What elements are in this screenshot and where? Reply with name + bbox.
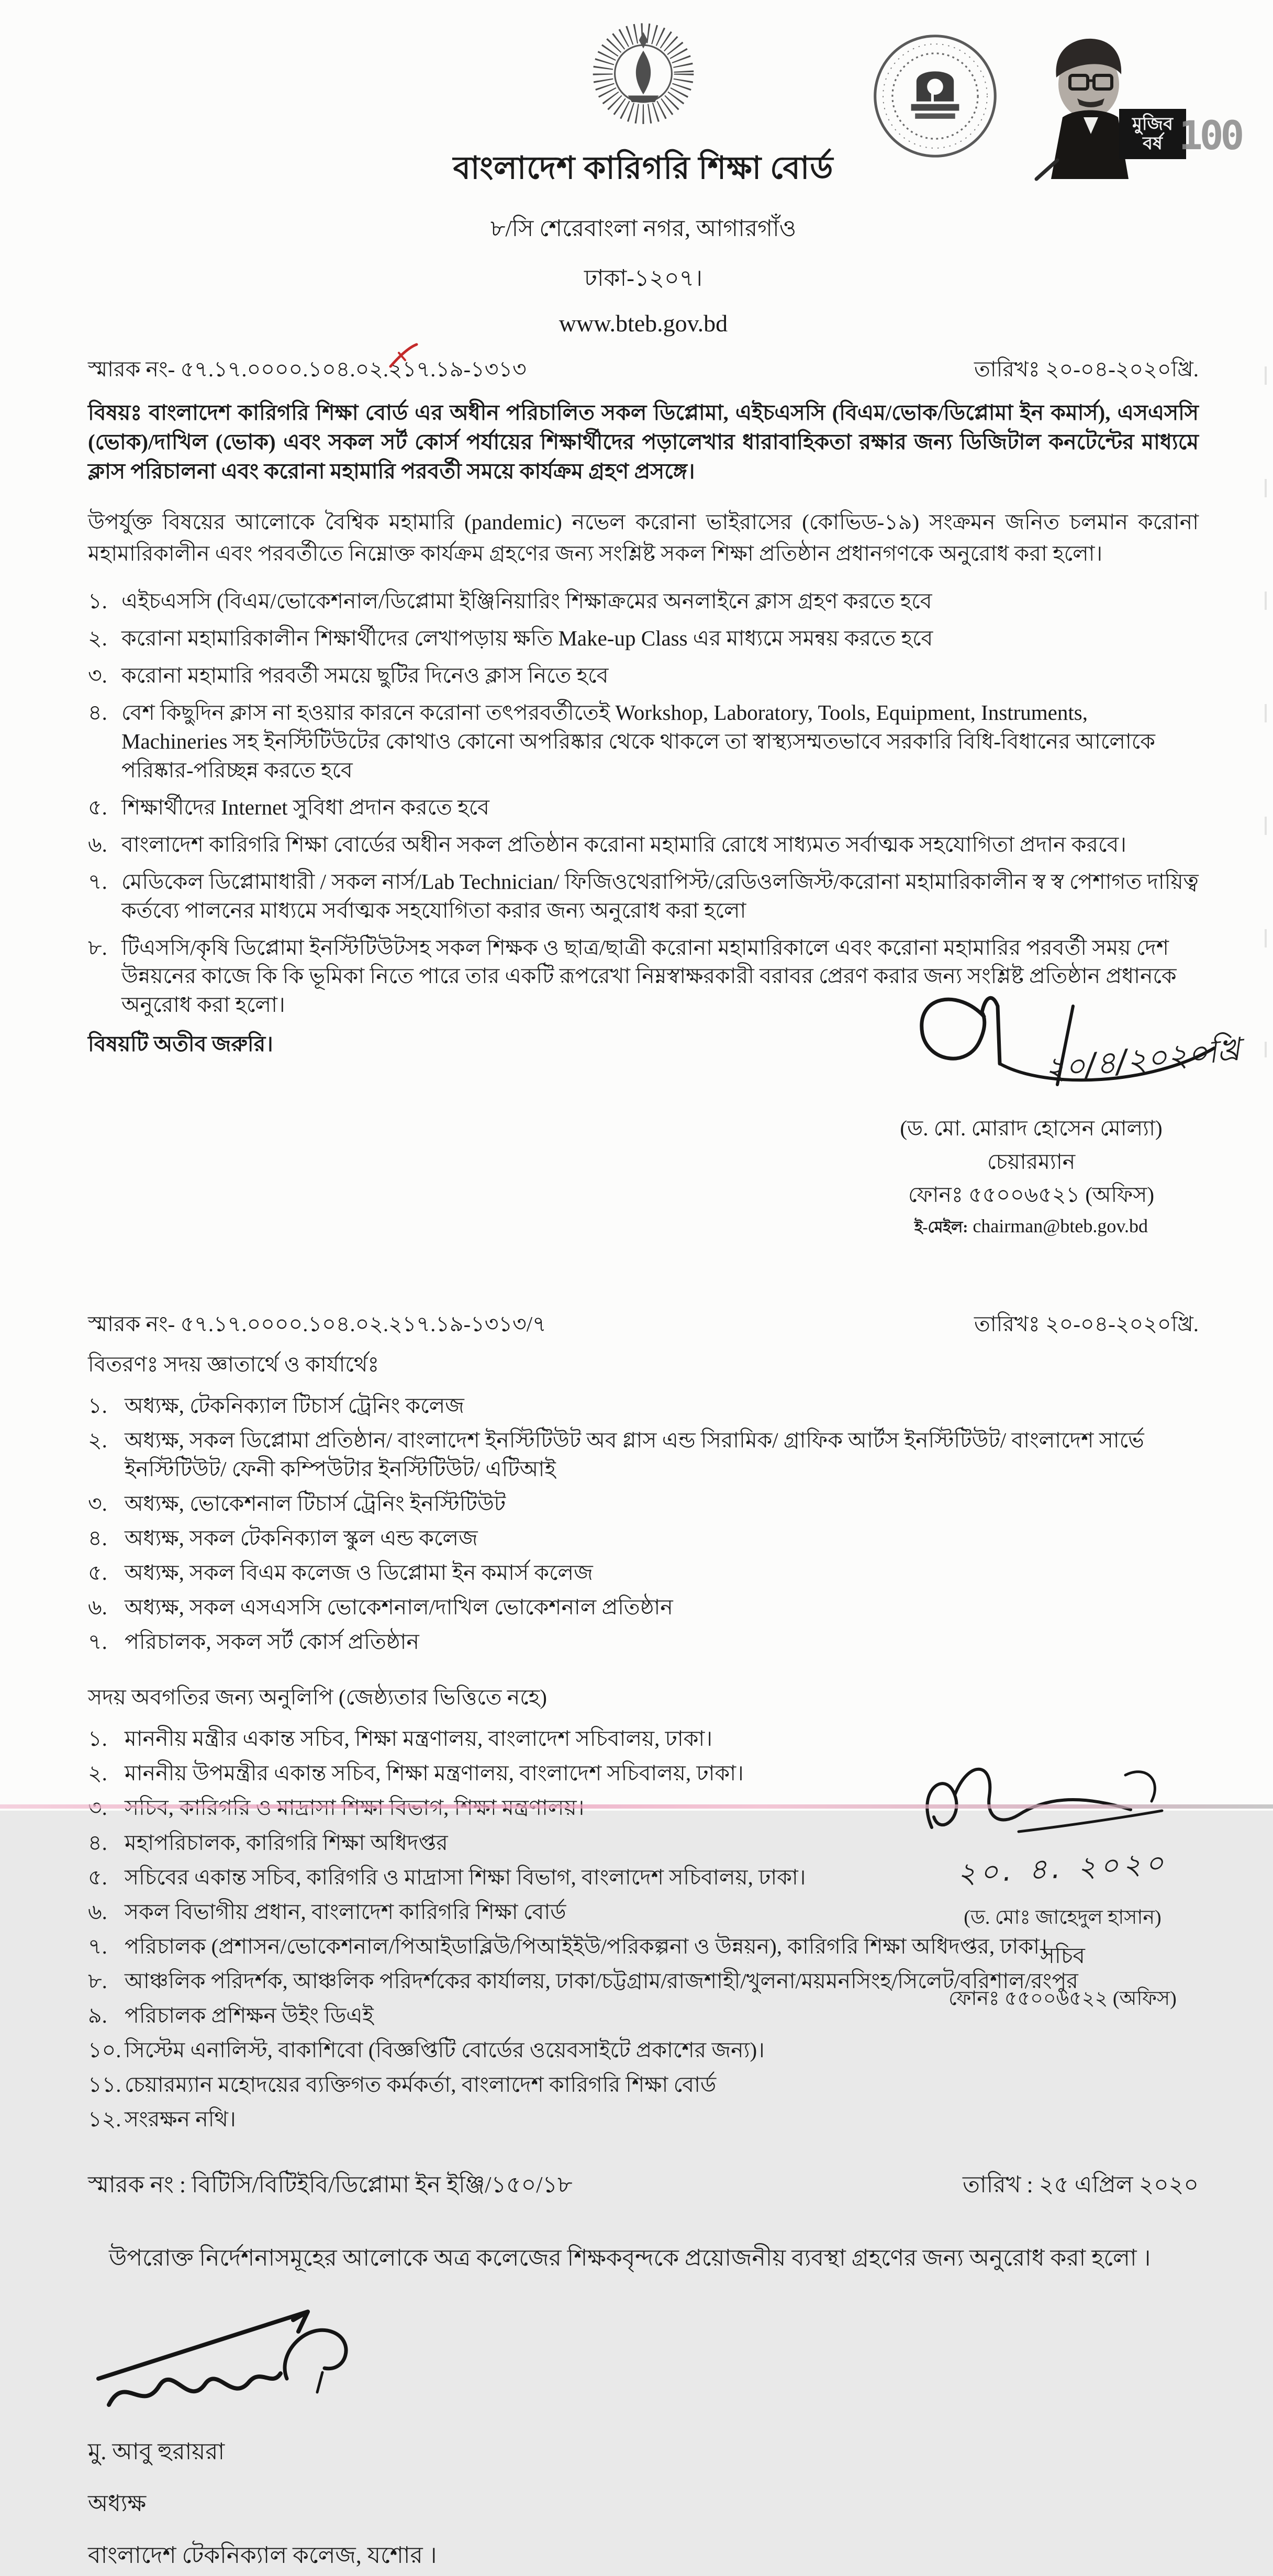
item-number: ৮. — [88, 935, 107, 960]
letterhead — [88, 19, 1242, 337]
item-text: অধ্যক্ষ, সকল ডিপ্লোমা প্রতিষ্ঠান/ বাংলাদেশ ইনস্টিটিউট অব গ্লাস এন্ড সিরামিক/ গ্রাফিক আর্টস ইনস্টিটিউট/ বাংলাদেশ সার্ভে ইনস্টিটিউট/ ফেনী কম্পিউটার ইনস্টিটিউট/ এটিআই — [125, 1428, 1144, 1481]
memo3-body: উপরোক্ত নির্দেশনাসমূহের আলোকে অত্র কলেজের শিক্ষকবৃন্দকে প্রয়োজনীয় ব্যবস্থা গ্রহণের জন্য অনুরোধ করা হলো । — [109, 2245, 1151, 2271]
item-text: টিএসসি/কৃষি ডিপ্লোমা ইনস্টিটিউটসহ সকল শিক্ষক ও ছাত্র/ছাত্রী করোনা মহামারিকালে এবং করোনা মহামারির পরবর্তী সময় দেশ উন্নয়নের কাজে কি কি ভূমিকা নিতে পারে তার একটি রূপরেখা নিম্নস্বাক্ষরকারী বরাবর প্রেরণ করার জন্য সংশ্লিষ্ট প্রতিষ্ঠান প্রধানকে অনুরোধ করা হলো। — [121, 935, 1177, 1017]
cc-item — [88, 2070, 1199, 2099]
mujib-logo-label — [1119, 109, 1186, 159]
item-text: সংরক্ষন নথি। — [125, 2107, 236, 2132]
urgent-note: বিষয়টি অতীব জরুরি। — [88, 1032, 273, 1056]
memo1-directive-item — [88, 867, 1199, 925]
item-number: ১০. — [88, 2038, 121, 2062]
item-text: পরিচালক প্রশিক্ষন উইং ডিএই — [125, 2003, 374, 2028]
item-text: মাননীয় উপমন্ত্রীর একান্ত সচিব, শিক্ষা মন্ত্রণালয়, বাংলাদেশ সচিবালয়, ঢাকা। — [125, 1761, 744, 1786]
item-text: অধ্যক্ষ, ভোকেশনাল টিচার্স ট্রেনিং ইনস্টিটিউট — [125, 1491, 506, 1515]
item-text: বাংলাদেশ কারিগরি শিক্ষা বোর্ডের অধীন সকল প্রতিষ্ঠান করোনা মহামারি রোধে সাধ্যমত সর্বাত্মক সহযোগিতা প্রদান করবে। — [121, 832, 1126, 856]
mujib-logo-text-1: মুজিব — [1132, 114, 1173, 134]
item-number: ১২. — [88, 2107, 121, 2132]
item-text: এইচএসসি (বিএম/ভোকেশনাল/ডিপ্লোমা ইঞ্জিনিয়ারিং শিক্ষাক্রমের অনলাইনে ক্লাস গ্রহণ করতে হবে — [121, 589, 932, 614]
distribution-item — [88, 1391, 1199, 1420]
memo1-directive-item — [88, 698, 1199, 785]
memo1-directive-item — [88, 793, 1199, 822]
memo1-subject: বিষয়ঃ বাংলাদেশ কারিগরি শিক্ষা বোর্ড এর অধীন পরিচালিত সকল ডিপ্লোমা, এইচএসসি (বিএম/ভোক/ডিপ্লোমা ইন কমার্স), এসএসসি (ভোক)/দাখিল (ভোক) এবং সকল সর্ট কোর্স পর্যায়ের শিক্ষার্থীদের পড়ালেখার ধারাবাহিকতা রক্ষার জন্য ডিজিটাল কনটেন্টের মাধ্যমে ক্লাস পরিচালনা এবং করোনা মহামারি পরবর্তী সময়ে কার্যক্রম গ্রহণ প্রসঙ্গে। — [88, 400, 1199, 483]
item-number: ৬. — [88, 1594, 107, 1619]
bteb-round-logo-icon — [868, 29, 1002, 163]
memo1-intro: উপর্যুক্ত বিষয়ের আলোকে বৈশ্বিক মহামারি (pandemic) নভেল করোনা ভাইরাসের (কোভিড-১৯) সংক্রমন জনিত চলমান করোনা মহামারিকালীন এবং পরবর্তীতে নিম্নোক্ত কার্যক্রম গ্রহণের জন্য সংশ্লিষ্ট সকল শিক্ষা প্রতিষ্ঠান প্রধানগণকে অনুরোধ করা হলো। — [88, 510, 1199, 565]
principal-signature-icon — [88, 2290, 1199, 2421]
item-number: ১. — [88, 1393, 107, 1418]
memo1-date: তারিখঃ ২০-০৪-২০২০খ্রি. — [974, 357, 1199, 381]
principal-signature-block — [88, 2290, 1199, 2576]
bteb-seal-icon — [588, 19, 698, 137]
secretary-signature-block — [900, 1744, 1225, 2016]
item-number: ১. — [88, 589, 107, 614]
distribution-item — [88, 1489, 1199, 1518]
item-number: ২. — [88, 626, 107, 651]
item-text: মেডিকেল ডিপ্লোমাধারী / সকল নার্স/Lab Technician/ ফিজিওথেরাপিস্ট/রেডিওলজিস্ট/করোনা মহামারিকালীন স্ব স্ব পেশাগত দায়িত্ব কর্তব্যে পালনের মাধ্যমে সর্বাত্মক সহযোগিতা করার জন্য অনুরোধ করা হলো — [121, 869, 1199, 922]
mujib100-logo-icon — [1026, 29, 1242, 186]
secretary-handwritten-date: ২০. ৪. ২০২০ — [956, 1846, 1169, 1890]
secretary-designation: সচিব — [1040, 1944, 1085, 1969]
cc-section — [88, 1681, 1199, 2133]
cc-heading: সদয় অবগতির জন্য অনুলিপি (জেষ্ঠ্যতার ভিত্তিতে নহে) — [88, 1685, 547, 1710]
item-text: করোনা মহামারি পরবর্তী সময়ে ছুটির দিনেও ক্লাস নিতে হবে — [121, 663, 609, 687]
item-number: ১. — [88, 1726, 107, 1751]
distribution-item — [88, 1558, 1199, 1587]
item-text: অধ্যক্ষ, টেকনিক্যাল টিচার্স ট্রেনিং কলেজ — [125, 1393, 464, 1418]
secretary-signature-icon — [900, 1744, 1225, 1854]
item-text: আঞ্চলিক পরিদর্শক, আঞ্চলিক পরিদর্শকের কার্যালয়, ঢাকা/চট্টগ্রাম/রাজশাহী/খুলনা/ময়মনসিংহ/সিলেট/বরিশাল/রংপুর — [125, 1968, 1078, 1993]
memo1-directive-item — [88, 587, 1199, 616]
item-number: ৫. — [88, 795, 107, 819]
item-number: ৫. — [88, 1560, 107, 1585]
memo3-ref-row — [88, 2167, 1199, 2205]
header-logos — [868, 29, 1242, 186]
memo2-date: তারিখঃ ২০-০৪-২০২০খ্রি. — [974, 1312, 1199, 1336]
item-text: অধ্যক্ষ, সকল বিএম কলেজ ও ডিপ্লোমা ইন কমার্স কলেজ — [125, 1560, 593, 1585]
item-text: সচিবের একান্ত সচিব, কারিগরি ও মাদ্রাসা শিক্ষা বিভাগ, বাংলাদেশ সচিবালয়, ঢাকা। — [125, 1865, 806, 1889]
item-number: ৫. — [88, 1865, 107, 1889]
memo3-ref-number: স্মারক নং : বিটিসি/বিটিইবি/ডিপ্লোমা ইন ইঞ্জি/১৫০/১৮ — [88, 2171, 573, 2198]
item-text: সিস্টেম এনালিস্ট, বাকাশিবো (বিজ্ঞপ্তিটি বোর্ডের ওয়েবসাইটে প্রকাশের জন্য)। — [125, 2038, 765, 2062]
org-address-line1: ৮/সি শেরেবাংলা নগর, আগারগাঁও — [490, 216, 797, 241]
chairman-email-line — [827, 1212, 1235, 1241]
chairman-phone: ফোনঃ ৫৫০০৬৫২১ (অফিস) — [908, 1183, 1154, 1207]
memo2-ref-row — [88, 1308, 1199, 1344]
item-number: ৭. — [88, 1630, 107, 1654]
item-number: ৪. — [88, 1525, 107, 1550]
item-number: ২. — [88, 1428, 107, 1453]
principal-designation: অধ্যক্ষ — [88, 2491, 147, 2517]
chairman-designation: চেয়ারম্যান — [987, 1149, 1076, 1174]
cc-item — [88, 2105, 1199, 2133]
item-number: ১১. — [88, 2072, 121, 2097]
item-number: ৬. — [88, 1899, 107, 1924]
memo1-directive-item — [88, 624, 1199, 653]
red-check-mark-icon — [387, 342, 419, 370]
item-number: ৯. — [88, 2003, 107, 2028]
chairman-info — [827, 1112, 1235, 1241]
item-number: ৩. — [88, 1491, 107, 1515]
secretary-phone: ফোনঃ ৫৫০০৬৫২২ (অফিস) — [948, 1988, 1177, 2010]
chairman-name: (ড. মো. মোরাদ হোসেন মোল্যা) — [900, 1116, 1163, 1141]
distribution-heading: বিতরণঃ সদয় জ্ঞাতার্থে ও কার্যার্থেঃ — [88, 1352, 379, 1377]
distribution-item — [88, 1524, 1199, 1552]
item-text: চেয়ারম্যান মহোদয়ের ব্যক্তিগত কর্মকর্তা, বাংলাদেশ কারিগরি শিক্ষা বোর্ড — [125, 2072, 717, 2097]
memo2-ref-number: স্মারক নং- ৫৭.১৭.০০০০.১০৪.০২.২১৭.১৯-১৩১৩/৭ — [88, 1312, 546, 1336]
item-text: মহাপরিচালক, কারিগরি শিক্ষা অধিদপ্তর — [125, 1830, 448, 1855]
memo1-directive-item — [88, 661, 1199, 690]
distribution-item — [88, 1593, 1199, 1621]
item-number: ৪. — [88, 1830, 107, 1855]
item-text: পরিচালক, সকল সর্ট কোর্স প্রতিষ্ঠান — [125, 1630, 419, 1654]
org-address-line2: ঢাকা-১২০৭। — [584, 265, 702, 291]
org-name: বাংলাদেশ কারিগরি শিক্ষা বোর্ড — [453, 151, 834, 185]
mujib-logo-text-2: বর্ষ — [1143, 134, 1163, 153]
item-text: সকল বিভাগীয় প্রধান, বাংলাদেশ কারিগরি শিক্ষা বোর্ড — [125, 1899, 566, 1924]
distribution-item — [88, 1627, 1199, 1656]
memo1-ref-number: স্মারক নং- ৫৭.১৭.০০০০.১০৪.০২.২১৭.১৯-১৩১৩ — [88, 357, 527, 381]
item-text: পরিচালক (প্রশাসন/ভোকেশনাল/পিআইডাব্লিউ/পিআইইউ/পরিকল্পনা ও উন্নয়ন), কারিগরি শিক্ষা অধিদপ্তর, ঢাকা। — [125, 1934, 1047, 1958]
memo1-directive-item — [88, 830, 1199, 859]
item-text: বেশ কিছুদিন ক্লাস না হওয়ার কারনে করোনা তৎপরবর্তীতেই Workshop, Laboratory, Tools, Equipment, Instruments, Machineries সহ ইনস্টিটিউটের কোথাও কোনো অপরিষ্কার থেকে থাকলে তা স্বাস্থ্যসম্মতভাবে সরকারি বিধি-বিধানের আলোকে পরিষ্কার-পরিচ্ছন্ন করতে হবে — [121, 700, 1155, 782]
email-value: chairman@bteb.gov.bd — [973, 1215, 1148, 1236]
item-text: করোনা মহামারিকালীন শিক্ষার্থীদের লেখাপড়ায় ক্ষতি Make-up Class এর মাধ্যমে সমন্বয় করতে হবে — [121, 626, 933, 651]
item-number: ৮. — [88, 1968, 107, 1993]
distribution-list — [88, 1391, 1199, 1656]
item-text: মাননীয় মন্ত্রীর একান্ত সচিব, শিক্ষা মন্ত্রণালয়, বাংলাদেশ সচিবালয়, ঢাকা। — [125, 1726, 712, 1751]
item-number: ৭. — [88, 1934, 107, 1958]
chairman-signature-block — [827, 985, 1242, 1241]
item-number: ২. — [88, 1761, 107, 1786]
scan-bottom-line-artifact — [0, 1804, 1273, 1809]
item-number: ৩. — [88, 663, 107, 687]
item-text: শিক্ষার্থীদের Internet সুবিধা প্রদান করতে হবে — [121, 795, 489, 819]
item-number: ৬. — [88, 832, 107, 856]
principal-name: মু. আবু হুরায়রা — [88, 2439, 225, 2465]
memo3-date: তারিখ : ২৫ এপ্রিল ২০২০ — [963, 2171, 1199, 2198]
org-website: www.bteb.gov.bd — [559, 310, 728, 337]
item-number: ৭. — [88, 869, 107, 894]
item-text: অধ্যক্ষ, সকল এসএসসি ভোকেশনাল/দাখিল ভোকেশনাল প্রতিষ্ঠান — [125, 1594, 673, 1619]
item-number: ৪. — [88, 700, 107, 724]
mujib-logo-number: 100 — [1179, 112, 1242, 159]
memo1-directives-list — [88, 587, 1199, 1019]
memo1-ref-row — [88, 353, 1199, 389]
distribution-item — [88, 1426, 1199, 1482]
cc-item — [88, 2036, 1199, 2064]
email-label: ই-মেইল: — [914, 1218, 968, 1236]
chairman-handwritten-date: ২০/৪/২০২০খ্রি — [1042, 1031, 1242, 1088]
scan-edge-artifact — [1265, 272, 1267, 1057]
principal-organization: বাংলাদেশ টেকনিক্যাল কলেজ, যশোর । — [88, 2542, 437, 2569]
secretary-name: (ড. মোঃ জাহেদুল হাসান) — [964, 1906, 1162, 1929]
item-text: অধ্যক্ষ, সকল টেকনিক্যাল স্কুল এন্ড কলেজ — [125, 1525, 478, 1550]
